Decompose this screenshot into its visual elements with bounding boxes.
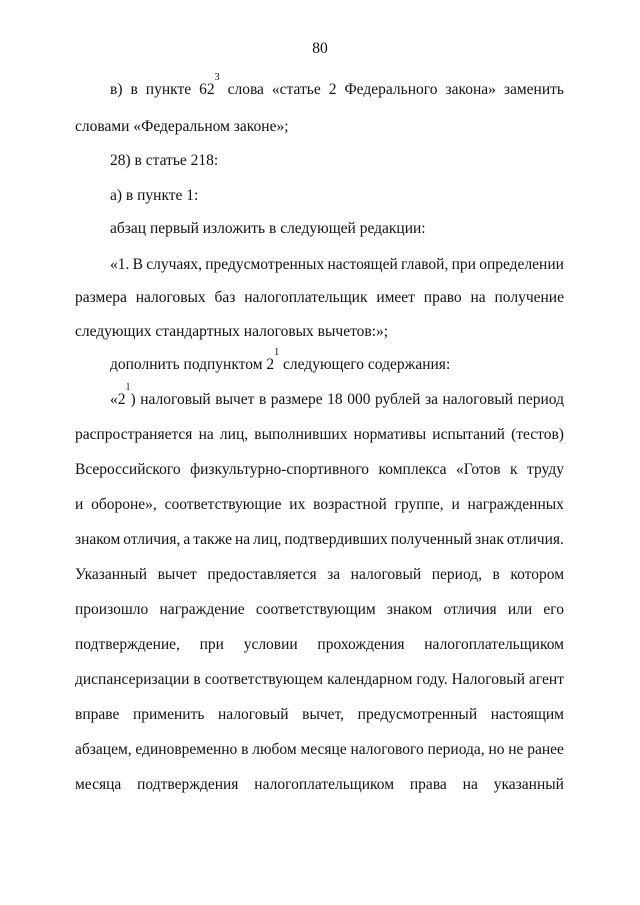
word: возрастной xyxy=(313,496,387,513)
word: ранее xyxy=(527,741,564,758)
word: «Готов xyxy=(456,461,501,478)
line-text: 28) в статье 218: xyxy=(110,152,219,169)
word: комплекса xyxy=(378,461,447,478)
word: не xyxy=(508,741,524,758)
word: а xyxy=(183,531,191,548)
text-line xyxy=(75,775,564,795)
text-line xyxy=(75,288,564,308)
word: применить xyxy=(132,706,205,723)
word: на xyxy=(462,776,478,793)
word: налогоплательщиком xyxy=(254,776,395,793)
word: календарном xyxy=(327,671,413,688)
word: диспансеризации xyxy=(75,671,190,688)
word: налогоплательщиком xyxy=(424,636,564,653)
word: определении xyxy=(479,256,564,273)
word: настоящим xyxy=(490,706,564,723)
text-line xyxy=(110,219,564,239)
word: пункте xyxy=(145,81,192,98)
page-number: 80 xyxy=(312,40,328,57)
word: $62^3$ xyxy=(199,72,220,98)
text-line xyxy=(75,322,564,342)
superscript: 1 xyxy=(274,347,280,358)
word: налоговых xyxy=(135,289,206,306)
word: и xyxy=(75,496,84,513)
word: заменить xyxy=(503,81,564,98)
word: отличия xyxy=(443,601,497,618)
word: закона» xyxy=(445,81,496,98)
word: 000 xyxy=(347,391,371,408)
line-text: следующих стандартных налоговых вычетов:»; xyxy=(75,323,389,340)
word: $2^1$ xyxy=(266,347,280,373)
word: абзацем, xyxy=(75,741,132,758)
word: награжденных xyxy=(467,496,564,513)
word: слова xyxy=(227,81,264,98)
word: за xyxy=(327,566,341,583)
word: налогоплательщик xyxy=(244,289,368,306)
text-line xyxy=(110,382,564,410)
text-line xyxy=(110,186,564,206)
word: В xyxy=(132,256,143,273)
word: при xyxy=(199,636,224,653)
word: период, xyxy=(431,566,483,583)
word: лиц, xyxy=(219,426,249,443)
word: в) xyxy=(110,81,123,98)
word: налоговый xyxy=(350,566,422,583)
text-line: дополнить подпунктом $2^1$ следующего содержания: xyxy=(110,347,451,373)
text-line xyxy=(75,425,564,445)
word: при xyxy=(451,256,476,273)
word: знак xyxy=(475,531,504,548)
word: налоговый xyxy=(218,706,289,723)
word: «1. xyxy=(110,256,130,273)
word: подтвердивших xyxy=(284,531,388,548)
word: соответствующем xyxy=(204,671,324,688)
word: «$2^1$) xyxy=(110,382,136,408)
word: отличия, xyxy=(123,531,181,548)
word: Указанный xyxy=(75,566,148,583)
word: году. xyxy=(416,671,448,688)
word: месяце xyxy=(300,741,347,758)
line-text: словами «Федеральном законе»; xyxy=(75,118,289,135)
word: на xyxy=(198,426,214,443)
word: агент xyxy=(528,671,564,688)
word: предоставляется xyxy=(207,566,317,583)
word: котором xyxy=(510,566,564,583)
word: предусмотренный xyxy=(357,706,478,723)
word: или xyxy=(507,601,533,618)
superscript: 1 xyxy=(125,382,131,393)
word: обороне», xyxy=(91,496,157,513)
word: указанный xyxy=(493,776,564,793)
word: нормативы xyxy=(353,426,427,443)
word: период xyxy=(517,391,564,408)
text-line xyxy=(75,670,564,690)
word: рублей xyxy=(374,391,421,408)
word: право xyxy=(423,289,462,306)
word: размере xyxy=(270,391,323,408)
word: условии xyxy=(243,636,298,653)
word: права xyxy=(409,776,447,793)
text-line xyxy=(75,460,564,480)
word: настоящей xyxy=(327,256,398,273)
word: в xyxy=(193,671,201,688)
word: Всероссийского xyxy=(75,461,181,478)
text-line xyxy=(75,635,564,655)
text-line xyxy=(75,530,564,550)
word: полученный xyxy=(390,531,473,548)
text-line xyxy=(75,705,564,725)
word: подтверждение, xyxy=(75,636,180,653)
word: вычет, xyxy=(302,706,345,723)
word: прохождения xyxy=(317,636,405,653)
word: к xyxy=(510,461,518,478)
word: подтверждения xyxy=(137,776,239,793)
text-line xyxy=(75,600,564,620)
word: физкультурно-спортивного xyxy=(190,461,370,478)
word: знаком xyxy=(386,601,433,618)
text-line xyxy=(110,72,564,100)
word: Налоговый xyxy=(451,671,526,688)
word: предусмотренных xyxy=(205,256,325,273)
word: налоговый xyxy=(140,391,211,408)
word: и xyxy=(451,496,460,513)
word: знаком xyxy=(75,531,121,548)
word: группе, xyxy=(394,496,444,513)
word: на xyxy=(470,289,486,306)
word: «статье xyxy=(271,81,321,98)
word: на xyxy=(234,531,251,548)
text-line xyxy=(75,117,564,137)
word: его xyxy=(543,601,564,618)
word: баз xyxy=(214,289,236,306)
superscript: 3 xyxy=(214,72,220,83)
word: в xyxy=(492,566,500,583)
word: труду xyxy=(527,461,564,478)
word: соответствующим xyxy=(255,601,376,618)
word: распространяется xyxy=(75,426,193,443)
word: месяца xyxy=(75,776,122,793)
word: налогового xyxy=(350,741,424,758)
word: 2 xyxy=(328,81,337,98)
word: отличия. xyxy=(506,531,564,548)
word: соответствующие xyxy=(164,496,282,513)
word: но xyxy=(488,741,505,758)
word: (тестов) xyxy=(511,426,564,443)
word: вправе xyxy=(75,706,120,723)
text-line xyxy=(110,151,564,171)
word: произошло xyxy=(75,601,149,618)
word: главой, xyxy=(401,256,449,273)
word: любом xyxy=(252,741,297,758)
word: размера xyxy=(75,289,127,306)
word: вычет xyxy=(215,391,255,408)
word: за xyxy=(424,391,438,408)
word: испытаний xyxy=(432,426,505,443)
word: Федерального xyxy=(344,81,438,98)
word: в xyxy=(258,391,267,408)
word: выполнивших xyxy=(254,426,348,443)
text-line xyxy=(75,565,564,585)
word: имеет xyxy=(376,289,415,306)
word: налоговый xyxy=(442,391,514,408)
word: лиц, xyxy=(253,531,282,548)
line-text: а) в пункте 1: xyxy=(110,187,199,204)
word: в xyxy=(130,81,138,98)
word: периода, xyxy=(427,741,485,758)
word: в xyxy=(241,741,249,758)
word: единовременно xyxy=(135,741,238,758)
word: вычет xyxy=(157,566,197,583)
word: их xyxy=(289,496,306,513)
word: случаях, xyxy=(146,256,203,273)
word: 18 xyxy=(327,391,343,408)
word: награждение xyxy=(159,601,245,618)
text-line xyxy=(110,255,564,275)
word: также xyxy=(193,531,232,548)
word: получение xyxy=(494,289,564,306)
line-text: абзац первый изложить в следующей редакции: xyxy=(110,220,426,237)
text-line xyxy=(75,495,564,515)
text-line xyxy=(75,740,564,760)
